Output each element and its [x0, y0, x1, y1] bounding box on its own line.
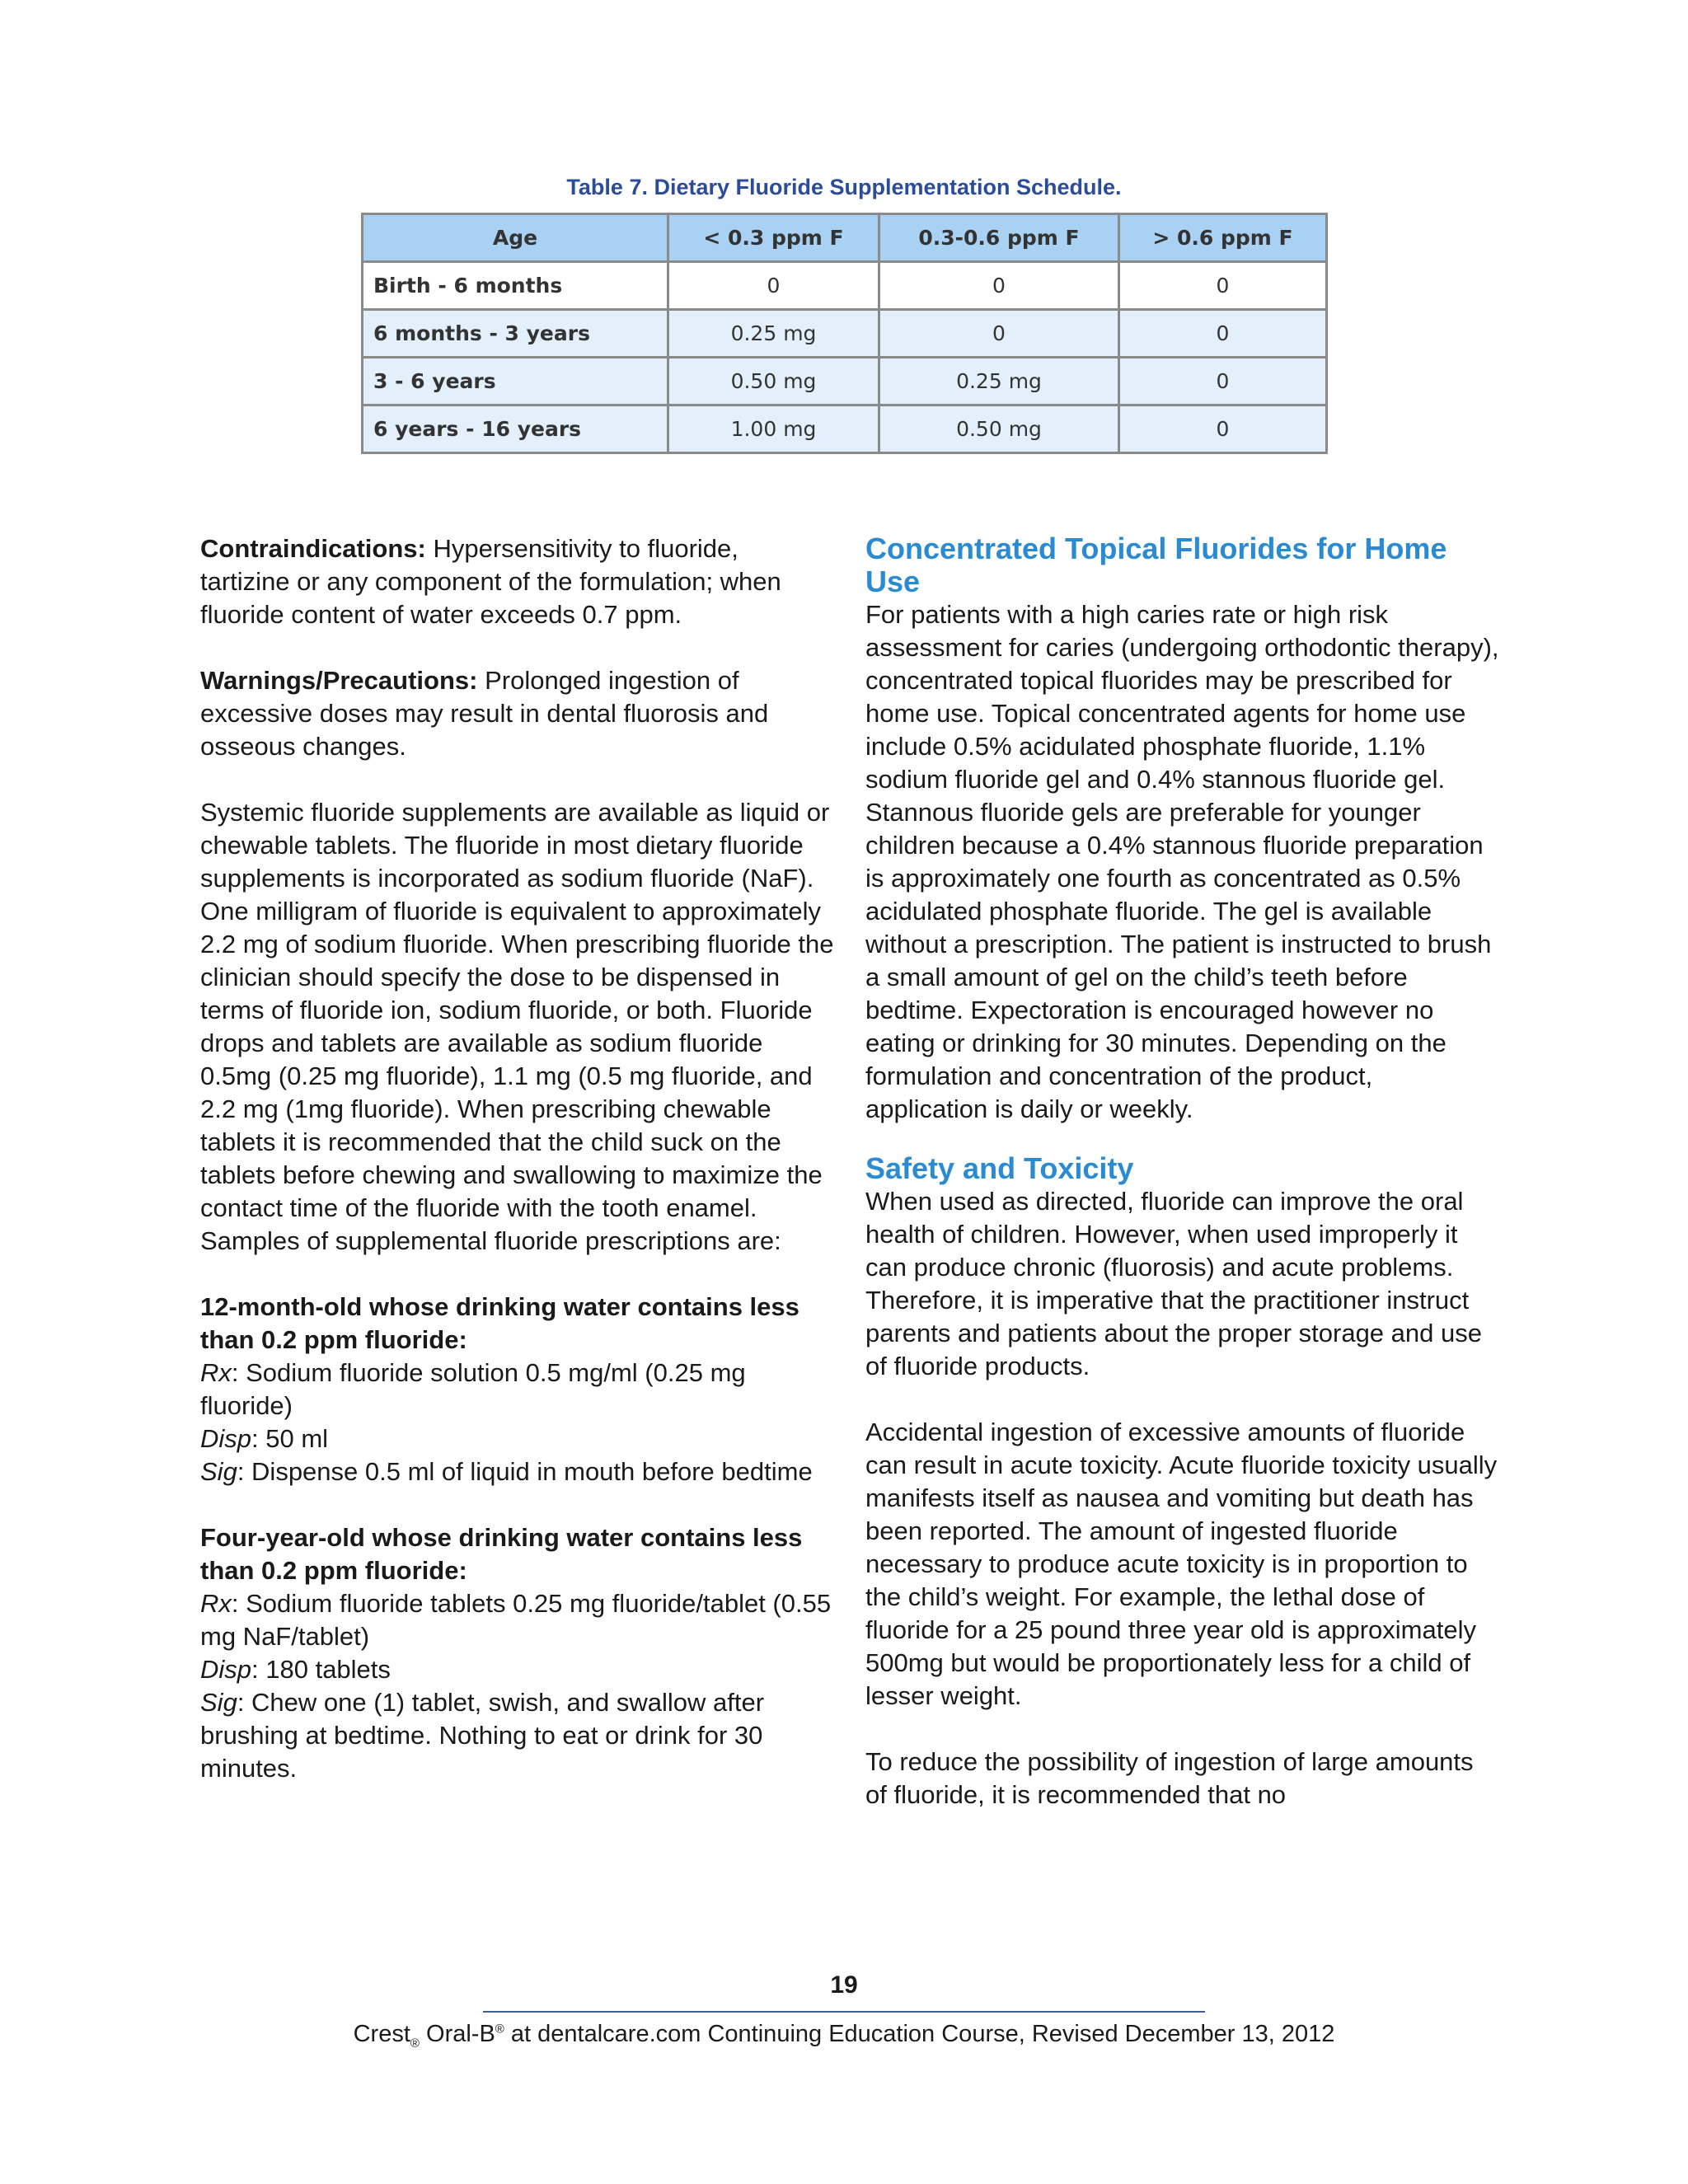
- example-1-rx: Rx: Sodium fluoride solution 0.5 mg/ml (0.25 mg fluoride): [200, 1358, 746, 1420]
- warnings-text: Prolonged ingestion of excessive doses may result in dental fluorosis and osseous changes.: [200, 666, 769, 761]
- footer-divider: [483, 2011, 1205, 2013]
- example-1-disp: Disp: 50 ml: [200, 1424, 329, 1453]
- cell-age: 6 months - 3 years: [363, 310, 668, 358]
- cell-value: 0.50 mg: [879, 405, 1119, 453]
- cell-value: 0: [668, 262, 879, 310]
- cell-age: Birth - 6 months: [363, 262, 668, 310]
- cell-value: 0: [1119, 358, 1327, 405]
- cell-age: 6 years - 16 years: [363, 405, 668, 453]
- systemic-paragraph: Systemic fluoride supplements are available as liquid or chewable tablets. The fluoride in most dietary fluoride supplements is incorporated as sodium fluoride (NaF). One milligram of fluoride is equivalent to approximately 2.2 mg of sodium fluoride. When prescribing fluoride the clinician should specify the dose to be dispensed in terms of fluoride ion, sodium fluoride, or both. Fluoride drops and tablets are available as sodium fluoride 0.5mg (0.25 mg fluoride), 1.1 mg (0.5 mg fluoride, and 2.2 mg (1mg fluoride). When prescribing chewable tablets it is recommended that the child suck on the tablets before chewing and swallowing to maximize the contact time of the fluoride with the tooth enamel. Samples of supplemental fluoride prescriptions are:: [200, 798, 834, 1255]
- example-2-sig: Sig: Chew one (1) tablet, swish, and swallow after brushing at bedtime. Nothing to eat or drink for 30 minutes.: [200, 1688, 765, 1783]
- header-high-ppm: > 0.6 ppm F: [1119, 214, 1327, 262]
- cell-value: 0: [1119, 405, 1327, 453]
- cell-age: 3 - 6 years: [363, 358, 668, 405]
- cell-value: 0: [1119, 310, 1327, 358]
- topical-fluorides-heading: Concentrated Topical Fluorides for Home Use: [865, 532, 1447, 598]
- table-row: [363, 262, 1327, 310]
- table-row: [363, 310, 1327, 358]
- footer-text: Crest$_®$ Oral-B® at dentalcare.com Continuing Education Course, Revised December 13, 2012: [353, 2021, 1335, 2050]
- left-column: [200, 532, 835, 1785]
- contraindications-paragraph: [200, 532, 835, 631]
- warnings-paragraph: [200, 664, 835, 763]
- contraindications-text: Hypersensitivity to fluoride, tartizine or any component of the formulation; when fluoride content of water exceeds 0.7 ppm.: [200, 534, 781, 629]
- reduce-ingestion-paragraph: To reduce the possibility of ingestion of large amounts of fluoride, it is recommended that no: [865, 1747, 1474, 1809]
- table-row: [363, 358, 1327, 405]
- header-mid-ppm: 0.3-0.6 ppm F: [879, 214, 1119, 262]
- topical-fluorides-paragraph: For patients with a high caries rate or high risk assessment for caries (undergoing orthodontic therapy), concentrated topical fluorides may be prescribed for home use. Topical concentrated agents for home use include 0.5% acidulated phosphate fluoride, 1.1% sodium fluoride gel and 0.4% stannous fluoride gel. Stannous fluoride gels are preferable for younger children because a 0.4% stannous fluoride preparation is approximately one fourth as concentrated as 0.5% acidulated phosphate fluoride. The gel is available without a prescription. The patient is instructed to brush a small amount of gel on the child’s teeth before bedtime. Expectoration is encouraged however no eating or drinking for 30 minutes. Depending on the formulation and concentration of the product, application is daily or weekly.: [865, 600, 1499, 1123]
- page-number: 19: [830, 1971, 858, 1999]
- header-age: Age: [363, 214, 668, 262]
- example-1-sig: Sig: Dispense 0.5 ml of liquid in mouth before bedtime: [200, 1457, 813, 1486]
- table-header-row: [363, 214, 1327, 262]
- fluoride-schedule-table: [361, 213, 1328, 454]
- example-2-rx: Rx: Sodium fluoride tablets 0.25 mg fluoride/tablet (0.55 mg NaF/tablet): [200, 1589, 832, 1651]
- safety-heading: Safety and Toxicity: [865, 1151, 1134, 1185]
- right-column: [865, 532, 1500, 1811]
- cell-value: 0.50 mg: [668, 358, 879, 405]
- cell-value: 0: [1119, 262, 1327, 310]
- table-caption: Table 7. Dietary Fluoride Supplementation Schedule.: [566, 175, 1122, 199]
- safety-paragraph: When used as directed, fluoride can improve the oral health of children. However, when used improperly it can produce chronic (fluorosis) and acute problems. Therefore, it is imperative that the practitioner instruct parents and patients about the proper storage and use of fluoride products.: [865, 1187, 1482, 1380]
- header-low-ppm: < 0.3 ppm F: [668, 214, 879, 262]
- cell-value: 0.25 mg: [668, 310, 879, 358]
- cell-value: 1.00 mg: [668, 405, 879, 453]
- warnings-label: Warnings/Precautions:: [200, 666, 478, 695]
- example-2-disp: Disp: 180 tablets: [200, 1655, 391, 1684]
- accidental-ingestion-paragraph: Accidental ingestion of excessive amounts of fluoride can result in acute toxicity. Acute fluoride toxicity usually manifests itself as nausea and vomiting but death has been reported. The amount of ingested fluoride necessary to produce acute toxicity is in proportion to the child’s weight. For example, the lethal dose of fluoride for a 25 pound three year old is approximately 500mg but would be proportionately less for a child of lesser weight.: [865, 1418, 1498, 1710]
- contraindications-label: Contraindications:: [200, 534, 426, 563]
- cell-value: 0: [879, 310, 1119, 358]
- cell-value: 0.25 mg: [879, 358, 1119, 405]
- table-row: [363, 405, 1327, 453]
- example-1-heading: 12-month-old whose drinking water contains less than 0.2 ppm fluoride:: [200, 1292, 799, 1354]
- cell-value: 0: [879, 262, 1119, 310]
- example-2-heading: Four-year-old whose drinking water contains less than 0.2 ppm fluoride:: [200, 1523, 803, 1585]
